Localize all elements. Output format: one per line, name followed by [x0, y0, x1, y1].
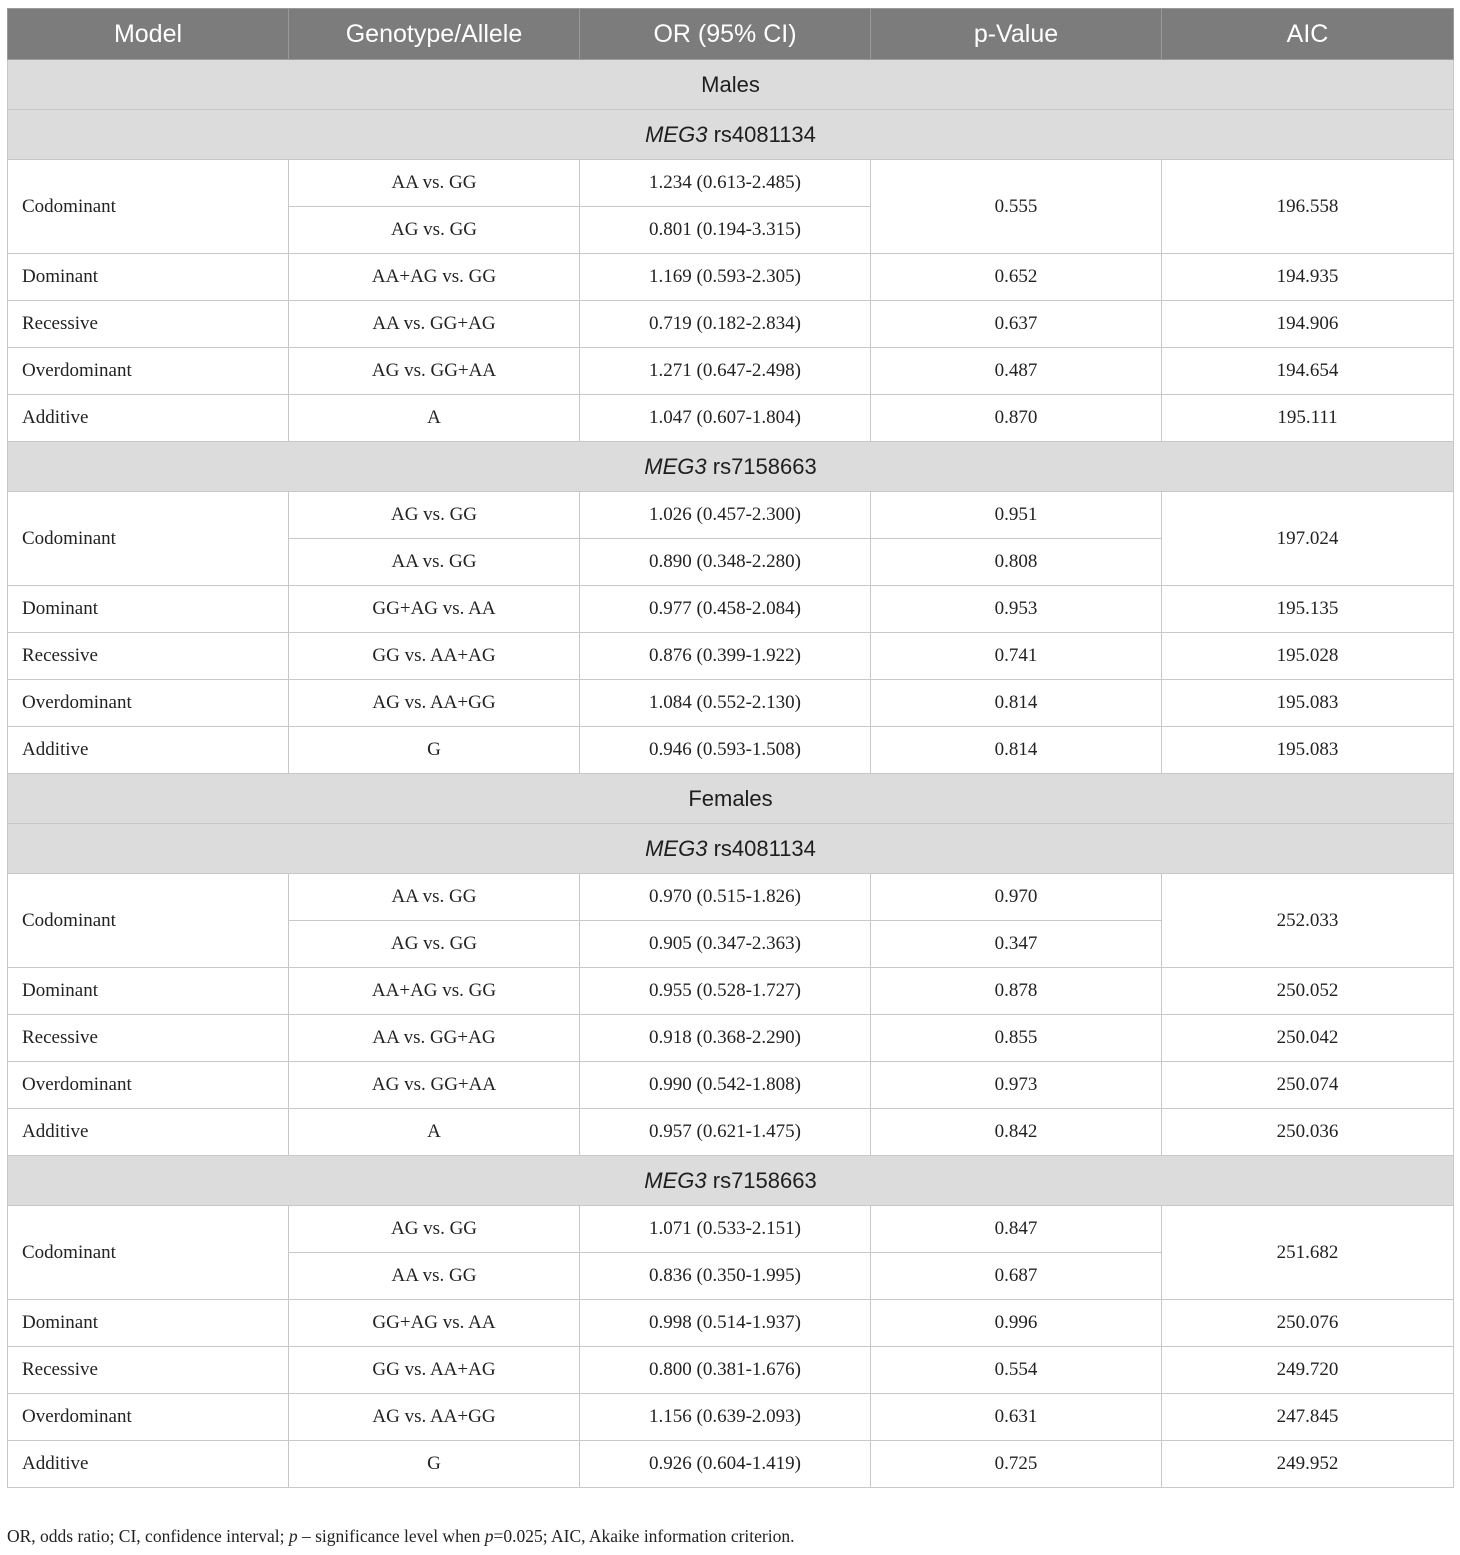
genotype-cell: AA vs. GG — [289, 874, 580, 921]
or-cell: 0.876 (0.399-1.922) — [580, 633, 871, 680]
genotype-cell: AA vs. GG — [289, 539, 580, 586]
or-cell: 0.926 (0.604-1.419) — [580, 1441, 871, 1488]
p-value-cell: 0.687 — [871, 1253, 1162, 1300]
genotype-cell: AG vs. GG — [289, 921, 580, 968]
table-row — [8, 1347, 1454, 1394]
table-row — [8, 1015, 1454, 1062]
aic-cell: 195.083 — [1162, 680, 1454, 727]
aic-cell: 195.135 — [1162, 586, 1454, 633]
model-cell: Overdominant — [8, 680, 289, 727]
table-row — [8, 680, 1454, 727]
or-cell: 0.905 (0.347-2.363) — [580, 921, 871, 968]
p-value-cell: 0.725 — [871, 1441, 1162, 1488]
model-cell: Additive — [8, 395, 289, 442]
table-row — [8, 1062, 1454, 1109]
table-header — [8, 9, 1454, 60]
model-cell: Dominant — [8, 968, 289, 1015]
p-value-cell: 0.996 — [871, 1300, 1162, 1347]
or-cell: 0.955 (0.528-1.727) — [580, 968, 871, 1015]
snp-label-males-rs7158663 — [8, 442, 1454, 492]
header-genotype: Genotype/Allele — [289, 9, 580, 60]
section-label-males: Males — [8, 60, 1454, 110]
table-row — [8, 301, 1454, 348]
genotype-cell: A — [289, 395, 580, 442]
snp-label-females-rs7158663 — [8, 1156, 1454, 1206]
table-row — [8, 1109, 1454, 1156]
genotype-cell: AG vs. GG — [289, 492, 580, 539]
p-value-cell: 0.637 — [871, 301, 1162, 348]
aic-cell: 250.074 — [1162, 1062, 1454, 1109]
aic-cell: 249.720 — [1162, 1347, 1454, 1394]
or-cell: 0.836 (0.350-1.995) — [580, 1253, 871, 1300]
snp-id: rs7158663 — [712, 1167, 817, 1193]
p-value-cell: 0.814 — [871, 727, 1162, 774]
model-cell: Dominant — [8, 586, 289, 633]
genotype-cell: AA vs. GG — [289, 160, 580, 207]
aic-cell: 250.042 — [1162, 1015, 1454, 1062]
footnote-part1: OR, odds ratio; CI, confidence interval; — [7, 1526, 289, 1546]
p-value-cell: 0.814 — [871, 680, 1162, 727]
model-cell: Dominant — [8, 254, 289, 301]
aic-cell: 252.033 — [1162, 874, 1454, 968]
results-table-container — [7, 8, 1453, 1488]
aic-cell: 247.845 — [1162, 1394, 1454, 1441]
table-row — [8, 160, 1454, 207]
p-value-cell: 0.951 — [871, 492, 1162, 539]
model-cell: Recessive — [8, 1015, 289, 1062]
model-cell: Overdominant — [8, 1062, 289, 1109]
aic-cell: 195.083 — [1162, 727, 1454, 774]
or-cell: 0.990 (0.542-1.808) — [580, 1062, 871, 1109]
genotype-cell: G — [289, 727, 580, 774]
model-cell: Recessive — [8, 633, 289, 680]
or-cell: 0.946 (0.593-1.508) — [580, 727, 871, 774]
footnote-part3: =0.025; AIC, Akaike information criterion. — [493, 1526, 795, 1546]
model-cell: Additive — [8, 1109, 289, 1156]
snp-label-males-rs4081134 — [8, 110, 1454, 160]
genotype-cell: GG+AG vs. AA — [289, 586, 580, 633]
model-cell: Codominant — [8, 874, 289, 968]
footnote-p-symbol: p — [288, 1526, 298, 1546]
or-cell: 0.970 (0.515-1.826) — [580, 874, 871, 921]
aic-cell: 195.111 — [1162, 395, 1454, 442]
model-cell: Recessive — [8, 1347, 289, 1394]
snp-row-males-rs7158663 — [8, 442, 1454, 492]
genotype-cell: AA+AG vs. GG — [289, 968, 580, 1015]
gene-name: MEG3 — [645, 121, 708, 147]
model-cell: Additive — [8, 727, 289, 774]
table-row — [8, 348, 1454, 395]
table-row — [8, 1206, 1454, 1253]
genotype-cell: AA vs. GG+AG — [289, 301, 580, 348]
aic-cell: 194.935 — [1162, 254, 1454, 301]
or-cell: 1.234 (0.613-2.485) — [580, 160, 871, 207]
genotype-cell: AG vs. GG — [289, 207, 580, 254]
table-footnote — [7, 1526, 794, 1547]
genotype-association-table — [7, 8, 1454, 1488]
table-row — [8, 1441, 1454, 1488]
genotype-cell: A — [289, 1109, 580, 1156]
or-cell: 1.047 (0.607-1.804) — [580, 395, 871, 442]
aic-cell: 250.076 — [1162, 1300, 1454, 1347]
aic-cell: 250.036 — [1162, 1109, 1454, 1156]
p-value-cell: 0.855 — [871, 1015, 1162, 1062]
or-cell: 0.998 (0.514-1.937) — [580, 1300, 871, 1347]
snp-id: rs4081134 — [713, 835, 816, 861]
model-cell: Overdominant — [8, 1394, 289, 1441]
model-cell: Overdominant — [8, 348, 289, 395]
p-value-cell: 0.808 — [871, 539, 1162, 586]
genotype-cell: AG vs. AA+GG — [289, 1394, 580, 1441]
model-cell: Codominant — [8, 1206, 289, 1300]
or-cell: 0.977 (0.458-2.084) — [580, 586, 871, 633]
p-value-cell: 0.847 — [871, 1206, 1162, 1253]
table-row — [8, 968, 1454, 1015]
p-value-cell: 0.973 — [871, 1062, 1162, 1109]
table-row — [8, 1300, 1454, 1347]
genotype-cell: GG vs. AA+AG — [289, 1347, 580, 1394]
or-cell: 0.801 (0.194-3.315) — [580, 207, 871, 254]
snp-row-males-rs4081134 — [8, 110, 1454, 160]
genotype-cell: AG vs. GG+AA — [289, 348, 580, 395]
p-value-cell: 0.878 — [871, 968, 1162, 1015]
p-value-cell: 0.970 — [871, 874, 1162, 921]
model-cell: Additive — [8, 1441, 289, 1488]
model-cell: Codominant — [8, 160, 289, 254]
p-value-cell: 0.652 — [871, 254, 1162, 301]
snp-id: rs4081134 — [713, 121, 816, 147]
or-cell: 1.156 (0.639-2.093) — [580, 1394, 871, 1441]
snp-row-females-rs4081134 — [8, 824, 1454, 874]
or-cell: 1.084 (0.552-2.130) — [580, 680, 871, 727]
section-label-females: Females — [8, 774, 1454, 824]
footnote-p-symbol-2: p — [484, 1526, 494, 1546]
model-cell: Recessive — [8, 301, 289, 348]
p-value-cell: 0.953 — [871, 586, 1162, 633]
or-cell: 0.918 (0.368-2.290) — [580, 1015, 871, 1062]
table-row — [8, 586, 1454, 633]
header-or: OR (95% CI) — [580, 9, 871, 60]
section-row-females — [8, 774, 1454, 824]
snp-label-females-rs4081134 — [8, 824, 1454, 874]
header-model: Model — [8, 9, 289, 60]
header-p-value: p-Value — [871, 9, 1162, 60]
aic-cell: 196.558 — [1162, 160, 1454, 254]
snp-row-females-rs7158663 — [8, 1156, 1454, 1206]
table-body — [8, 60, 1454, 1488]
aic-cell: 197.024 — [1162, 492, 1454, 586]
aic-cell: 249.952 — [1162, 1441, 1454, 1488]
genotype-cell: AG vs. AA+GG — [289, 680, 580, 727]
or-cell: 0.719 (0.182-2.834) — [580, 301, 871, 348]
or-cell: 1.271 (0.647-2.498) — [580, 348, 871, 395]
gene-name: MEG3 — [645, 835, 708, 861]
p-value-cell: 0.555 — [871, 160, 1162, 254]
footnote-part2: – significance level when — [297, 1526, 485, 1546]
aic-cell: 195.028 — [1162, 633, 1454, 680]
genotype-cell: G — [289, 1441, 580, 1488]
or-cell: 0.957 (0.621-1.475) — [580, 1109, 871, 1156]
genotype-cell: AG vs. GG — [289, 1206, 580, 1253]
table-row — [8, 727, 1454, 774]
genotype-cell: AA vs. GG+AG — [289, 1015, 580, 1062]
or-cell: 1.071 (0.533-2.151) — [580, 1206, 871, 1253]
aic-cell: 250.052 — [1162, 968, 1454, 1015]
genotype-cell: AA vs. GG — [289, 1253, 580, 1300]
genotype-cell: GG vs. AA+AG — [289, 633, 580, 680]
aic-cell: 194.906 — [1162, 301, 1454, 348]
p-value-cell: 0.554 — [871, 1347, 1162, 1394]
table-row — [8, 874, 1454, 921]
section-row-males — [8, 60, 1454, 110]
table-row — [8, 492, 1454, 539]
p-value-cell: 0.842 — [871, 1109, 1162, 1156]
genotype-cell: AA+AG vs. GG — [289, 254, 580, 301]
genotype-cell: AG vs. GG+AA — [289, 1062, 580, 1109]
snp-id: rs7158663 — [712, 453, 817, 479]
table-row — [8, 1394, 1454, 1441]
or-cell: 1.026 (0.457-2.300) — [580, 492, 871, 539]
p-value-cell: 0.741 — [871, 633, 1162, 680]
table-row — [8, 254, 1454, 301]
or-cell: 1.169 (0.593-2.305) — [580, 254, 871, 301]
aic-cell: 251.682 — [1162, 1206, 1454, 1300]
p-value-cell: 0.631 — [871, 1394, 1162, 1441]
or-cell: 0.890 (0.348-2.280) — [580, 539, 871, 586]
table-row — [8, 633, 1454, 680]
header-aic: AIC — [1162, 9, 1454, 60]
table-row — [8, 395, 1454, 442]
model-cell: Dominant — [8, 1300, 289, 1347]
gene-name: MEG3 — [644, 1167, 707, 1193]
genotype-cell: GG+AG vs. AA — [289, 1300, 580, 1347]
p-value-cell: 0.347 — [871, 921, 1162, 968]
p-value-cell: 0.487 — [871, 348, 1162, 395]
header-row — [8, 9, 1454, 60]
or-cell: 0.800 (0.381-1.676) — [580, 1347, 871, 1394]
aic-cell: 194.654 — [1162, 348, 1454, 395]
gene-name: MEG3 — [644, 453, 707, 479]
model-cell: Codominant — [8, 492, 289, 586]
p-value-cell: 0.870 — [871, 395, 1162, 442]
